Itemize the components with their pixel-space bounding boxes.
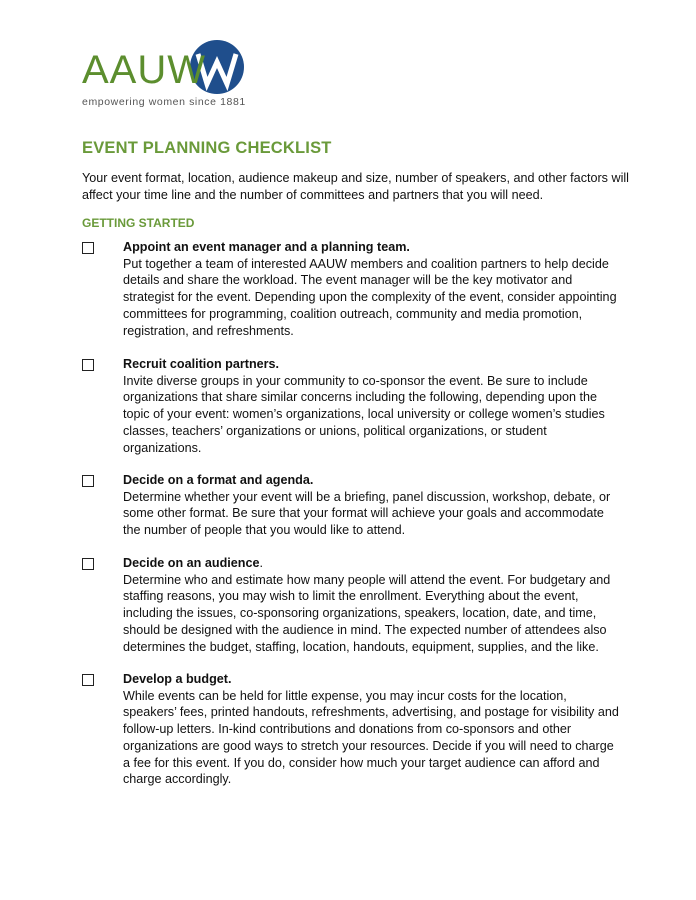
checkbox[interactable] bbox=[82, 674, 94, 686]
intro-paragraph: Your event format, location, audience makeup and size, number of speakers, and other factors will affect your time line and the number of committees and partners that you will need. bbox=[82, 171, 629, 202]
checklist-item-body bbox=[123, 555, 623, 655]
section-heading: GETTING STARTED bbox=[82, 216, 195, 230]
checkbox[interactable] bbox=[82, 475, 94, 487]
checklist-item-text: Put together a team of interested AAUW members and coalition partners to help decide details and share the workload. The event manager will be the key motivator and strategist for the event. Depending upon the complexity of the event, consider appointing committees for programming, coalition outreach, community and media promotion, registration, and refreshments. bbox=[123, 256, 617, 338]
checklist-item-heading: Develop a budget. bbox=[123, 672, 232, 686]
logo-wordmark: AAUW bbox=[82, 48, 206, 92]
checklist-item-heading: Decide on a format and agenda. bbox=[123, 473, 314, 487]
logo-tagline: empowering women since 1881 bbox=[82, 96, 246, 108]
checklist-item-heading: Appoint an event manager and a planning team. bbox=[123, 240, 410, 254]
checklist-item-text: Determine whether your event will be a briefing, panel discussion, workshop, debate, or some other format. Be sure that your format will achieve your goals and accommodate the number of people that you would like to attend. bbox=[123, 489, 611, 538]
checkbox[interactable] bbox=[82, 242, 94, 254]
checklist-item-body bbox=[123, 356, 623, 456]
page-title: EVENT PLANNING CHECKLIST bbox=[82, 139, 332, 157]
checklist-item-body bbox=[123, 671, 623, 788]
checklist-item-heading-suffix: . bbox=[259, 556, 263, 570]
checklist-item-heading: Decide on an audience bbox=[123, 556, 260, 570]
checklist-item-body bbox=[123, 239, 623, 339]
checkbox[interactable] bbox=[82, 558, 94, 570]
checklist-item-text: Determine who and estimate how many people will attend the event. For budgetary and staffing reasons, you may wish to limit the enrollment. Everything about the event, including the issues, co-sponsoring organizations, speakers, location, date, and time, should be designed with the audience in mind. The expected number of attendees also determines the budget, staffing, location, handouts, equipment, supplies, and the like. bbox=[123, 572, 611, 654]
checklist-item-body bbox=[123, 472, 623, 539]
checklist-item-text: While events can be held for little expense, you may incur costs for the location, speakers’ fees, printed handouts, refreshments, advertising, and postage for visibility and follow-up letters. In-kind contributions and donations from co-sponsors and other organizations are good ways to stretch your resources. Decide if you will need to charge a fee for this event. If you do, consider how much your target audience can afford and charge accordingly. bbox=[123, 688, 619, 787]
checklist-item-heading: Recruit coalition partners. bbox=[123, 357, 280, 371]
aauw-logo bbox=[82, 40, 247, 112]
checklist-item-text: Invite diverse groups in your community to co-sponsor the event. Be sure to include organizations that share similar concerns including the following, depending upon the topic of your event: women’s organizations, local university or college women’s studies classes, teachers’ organizations or unions, political organizations, or student organizations. bbox=[123, 373, 605, 455]
checkbox[interactable] bbox=[82, 359, 94, 371]
